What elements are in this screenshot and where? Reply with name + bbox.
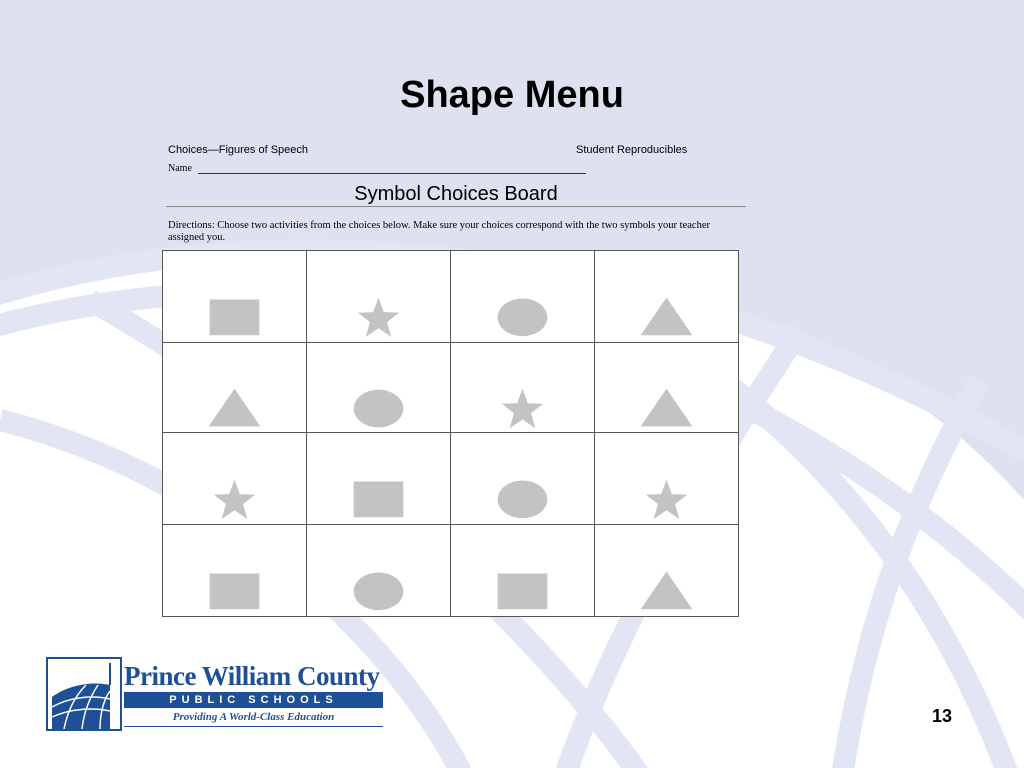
square-shape [210,299,260,335]
grid-cell[interactable] [595,525,739,617]
logo-district-name: Prince William County [124,661,380,691]
star-icon [307,251,450,342]
triangle-icon [595,525,738,616]
square-shape [354,482,404,518]
circle-shape [498,481,548,519]
school-logo [46,657,386,729]
grid-cell[interactable] [307,343,451,433]
page-number: 13 [932,706,953,726]
logo-subtitle-bar: PUBLIC SCHOOLS [124,692,383,708]
name-blank-line [198,163,586,174]
grid-row [163,525,739,617]
star-shape [502,389,544,429]
grid-cell[interactable] [451,433,595,525]
circle-icon [451,251,594,342]
grid-cell[interactable] [163,525,307,617]
triangle-shape [641,297,693,335]
circle-shape [498,298,548,336]
star-shape [358,297,400,337]
circle-icon [307,343,450,432]
grid-cell[interactable] [595,343,739,433]
choices-grid [162,250,739,617]
grid-cell[interactable] [451,343,595,433]
star-icon [451,343,594,432]
grid-cell[interactable] [307,433,451,525]
name-label: Name [168,163,192,174]
star-shape [214,480,256,520]
square-shape [498,574,548,610]
grid-cell[interactable] [595,251,739,343]
star-shape [646,480,688,520]
grid-row [163,343,739,433]
square-icon [451,525,594,616]
slide-title: Shape Menu [400,74,624,116]
square-icon [163,525,306,616]
grid-cell[interactable] [307,525,451,617]
grid-row [163,433,739,525]
circle-shape [354,573,404,611]
triangle-icon [163,343,306,432]
square-icon [163,251,306,342]
grid-cell[interactable] [163,433,307,525]
square-icon [307,433,450,524]
triangle-shape [641,572,693,610]
worksheet-header-right: Student Reproducibles [576,144,688,156]
square-shape [210,574,260,610]
grid-cell[interactable] [163,343,307,433]
grid-cell[interactable] [307,251,451,343]
triangle-shape [641,389,693,427]
grid-cell[interactable] [163,251,307,343]
triangle-icon [595,343,738,432]
triangle-shape [209,389,261,427]
logo-tagline: Providing A World-Class Education [124,709,383,727]
grid-cell[interactable] [451,251,595,343]
name-field [168,163,586,174]
circle-icon [307,525,450,616]
board-title: Symbol Choices Board [166,182,746,207]
directions-text: Directions: Choose two activities from the choices below. Make sure your choices correspond with the two symbols your teacher assigned you. [168,220,710,243]
triangle-icon [595,251,738,342]
star-icon [163,433,306,524]
circle-shape [354,390,404,428]
grid-cell[interactable] [451,525,595,617]
circle-icon [451,433,594,524]
star-icon [595,433,738,524]
worksheet-header-left: Choices—Figures of Speech [168,144,309,156]
grid-row [163,251,739,343]
globe-logo-icon [46,657,122,731]
grid-cell[interactable] [595,433,739,525]
